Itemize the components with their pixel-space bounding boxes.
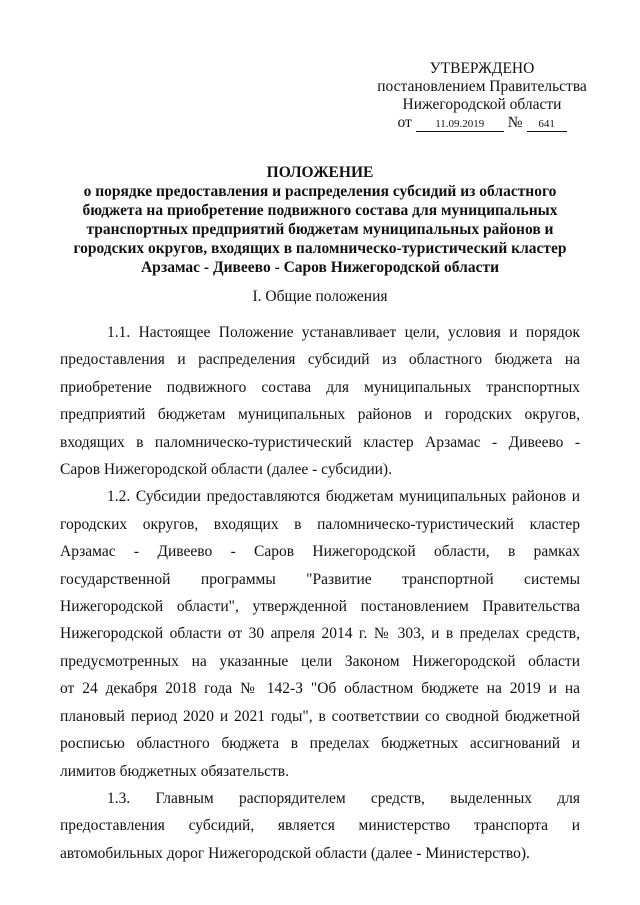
- text-line: 1.1. Настоящее Положение устанавливает цели, условия и порядок: [107, 324, 580, 341]
- approval-stamp: [372, 60, 592, 132]
- title-main: ПОЛОЖЕНИЕ: [266, 164, 374, 181]
- text-line: государственной программы "Развитие транспортной системы: [60, 570, 580, 588]
- document-body: [60, 319, 580, 867]
- text-line: Арзамас - Дивеево - Саров Нижегородской области, в рамках: [60, 543, 580, 561]
- text-line: 1.2. Субсидии предоставляются бюджетам муниципальных районов и: [107, 488, 580, 506]
- text-line: предоставления субсидий, является министерство транспорта и: [60, 817, 580, 835]
- paragraph-1-1: [60, 319, 580, 483]
- text-line: приобретение подвижного состава для муниципальных транспортных: [60, 378, 580, 396]
- text-line: городских округов, входящих в паломническо-туристический кластер: [60, 515, 580, 533]
- text-line: автомобильных дорог Нижегородской области (далее - Министерство).: [60, 844, 530, 862]
- paragraph-1-2: [60, 483, 580, 784]
- approval-date-number: [372, 114, 592, 132]
- approval-authority: постановлением Правительства: [377, 78, 587, 95]
- text-line: росписью областного бюджета в пределах бюджетных ассигнований и: [60, 735, 580, 753]
- document-title: [60, 163, 580, 277]
- section-heading: I. Общие положения: [252, 288, 388, 305]
- title-line: городских округов, входящих в паломническо-туристический кластер: [73, 240, 567, 257]
- text-line: лимитов бюджетных обязательств.: [60, 762, 289, 780]
- number-prefix: №: [507, 114, 523, 131]
- title-line: о порядке предоставления и распределения субсидий из областного: [83, 183, 557, 200]
- text-line: 1.3. Главным распорядителем средств, выделенных для: [107, 789, 580, 807]
- approval-region: Нижегородской области: [402, 96, 562, 113]
- paragraph-1-3: [60, 785, 580, 867]
- text-line: предусмотренных на указанные цели Законом Нижегородской области: [60, 652, 580, 670]
- text-line: от 24 декабря 2018 года № 142-З "Об областном бюджете на 2019 и на: [60, 680, 580, 698]
- approval-title: УТВЕРЖДЕНО: [429, 60, 535, 77]
- title-line: Арзамас - Дивеево - Саров Нижегородской области: [140, 259, 499, 276]
- text-line: предоставления и распределения субсидий из областного бюджета на: [60, 351, 580, 369]
- text-line: Нижегородской области", утвержденной постановлением Правительства: [60, 598, 580, 616]
- text-line: входящих в паломническо-туристический кластер Арзамас - Дивеево -: [60, 433, 580, 451]
- text-line: плановый период 2020 и 2021 годы", в соответствии со сводной бюджетной: [60, 707, 580, 725]
- approval-date: 11.09.2019: [416, 118, 504, 132]
- text-line: предприятий бюджетам муниципальных районов и городских округов,: [60, 406, 580, 424]
- title-line: транспортных предприятий бюджетам муниципальных районов и: [86, 221, 554, 238]
- text-line: Нижегородской области от 30 апреля 2014 г. № 303, и в пределах средств,: [60, 625, 580, 643]
- title-line: бюджета на приобретение подвижного состава для муниципальных: [82, 202, 558, 219]
- text-line: Саров Нижегородской области (далее - субсидии).: [60, 461, 392, 479]
- approval-number: 641: [527, 118, 567, 132]
- date-prefix: от: [397, 114, 412, 131]
